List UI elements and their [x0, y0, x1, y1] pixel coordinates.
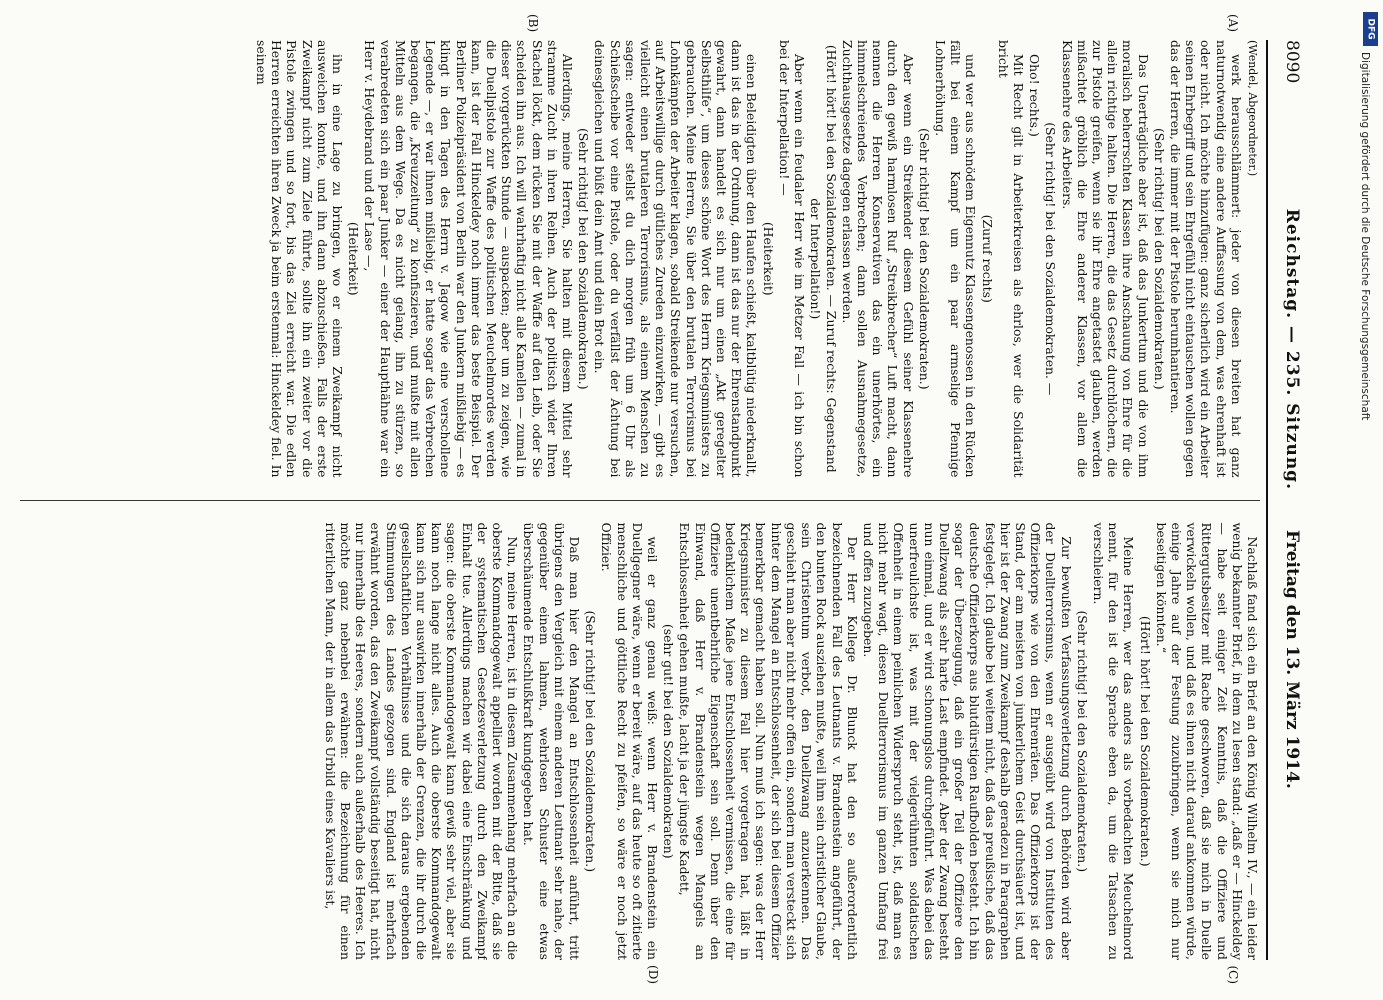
right-column	[20, 500, 1260, 961]
left-column	[20, 40, 1260, 500]
paragraph: Aber wenn ein feudaler Herr wie im Metzer Fall — ich bin schon bei der Interpellation! —	[776, 40, 808, 478]
text-columns	[20, 14, 1260, 984]
paragraph: Allerdings, meine Herren, Sie halten mit diesem Mittel sehr stramme Zucht in ihren Reihen. Auch der politisch wider Ihren Stachel löckt, dem rücken Sie mit der Waffe auf den Leib, oder Sie scheiden ihn aus. Ich will wahrhaftig nicht alle Kamellen — zumal in dieser vorgerückten Stunde — auspacken; aber um zu zeigen, wie die Duellpistole zur Waffe des politischen Meuchelmordes werden kann, ist der Fall Hinckeldey noch immer das beste Beispiel. Der Berliner Polizeipräsident von Berlin war den Junkern mißliebig — es klingt in den Tagen des Herrn v. Jagow wie eine verschollene Legende —, er war ihnen mißliebig, er hatte sogar das Verbrechen begangen, die „Kreuzzeitung“ zu konfiszieren, und mußte mit allen Mitteln aus dem Wege. Da es nicht gelang, ihn zu stürzen, so verabredeten sich ein paar Junker — einer der Haupthähne war ein Herr v. Heydebrand und der Lase —,	[362, 40, 576, 478]
paragraph: Daß man hier den Mangel an Entschlossenheit anführt, tritt übrigens den Vergleich mit einem anderen Leutnant sehr nahe, der gegenüber einem lahmen, wehrlosen Schuster eine etwas überschäumende Entschlußkraft kundgegeben hat.	[521, 522, 583, 960]
margin-marker-a: (A)	[1226, 14, 1240, 33]
margin-marker-c: (C)	[1226, 965, 1240, 984]
paragraph: ihn in eine Lage zu bringen, wo er einem Zweikampf nicht ausweichen konnte, und ihn dann abzuschießen. Falls der erste Zweikampf nicht zum Ziele führte, sollte ihn ein zweiter vor die Pistole zwingen und so fort, bis das Ziel erreicht war. Die edlen Herren erreichten ihren Zweck ja beim erstenmal: Hinckeldey fiel. In seinem	[254, 40, 346, 478]
page-number: 8090	[1282, 40, 1302, 84]
paragraph: (Heiterkeit)	[346, 221, 362, 296]
paragraph: Meine Herren, wer das anders als vorbedachten Meuchelmord nennt, für den ist die Sprache eben da, um die Tatsachen zu verschleiern.	[1090, 522, 1137, 960]
paragraph: Das Unerträgliche aber ist, daß das Junkertum und die von ihm moralisch beherrschten Klassen ihre Anschauung von Ehre für die allein richtige halten. Die Herren, die das Gesetz durchlöchern, die zur Pistole greifen, wenn sie ihr Ehre angetastet glauben, werden mißachtet gröblich die Ehre anderer Klassen, vor allem die Klassenehre des Arbeiters.	[1059, 40, 1151, 478]
paragraph: (Sehr richtig! bei den Sozialdemokraten.)	[1074, 610, 1090, 873]
paragraph: (Sehr richtig! bei den Sozialdemokraten. —	[1043, 122, 1059, 396]
paragraph: Nachlaß fand sich ein Brief an den König Wilhelm IV., — ein leider wenig bekannter Brief, in dem zu lesen stand: „daß er — Hinckeldey — habe seit einiger Zeit Kenntnis, daß die Offiziere und Rittergutsbesitzer mit Rache geschworen, daß sie mich in Duelle verwickeln wollen, und daß es ihnen nicht darauf ankommen würde, einige Jahre auf der Festung zuzubringen, wenn sie mich nur beseitigen könnten.“	[1153, 522, 1260, 960]
dfg-logo-text: DFG	[1365, 18, 1376, 40]
page-header	[1266, 40, 1302, 960]
paragraph: weil er ganz genau weiß: wenn Herr v. Brandenstein ein Duellgegner wäre, wenn er bereit wäre, auf das heute so oft zitierte menschliche und göttliche Recht zu pfeifen, so wäre er noch jetzt Offizier.	[599, 522, 661, 960]
paragraph: (Sehr richtig! bei den Sozialdemokraten.)	[1151, 127, 1167, 390]
paragraph: Zur bewußten Verfassungsverletzung durch Behörden wird aber der Duellterrorismus, wenn er ausgeübt wird von Instituten des Offizierkorps wie von den Ehrenräten. Das Offizierkorps ist der Stand, der am meisten von junkerlichem Geist durchsäuert ist, und hier ist der Zwang zum Zweikampf deshalb geradezu in Paragraphen festgelegt. Ich glaube bei weitem nicht, daß das preußische, daß das deutsche Offizierkorps aus blutdürstigen Raufbolden besteht. Ich bin sogar der Überzeugung, daß ein großer Teil der Offiziere den Duellzwang als sehr harte Last empfindet. Aber der Zwang besteht nun einmal, und er wird schonungslos durchgeführt. Was dabei das unerfreulichste ist, was mit der vielgerühmten soldatischen Offenheit in einem peinlichen Widerspruch steht, ist, daß man es nicht mehr wagt, diesen Duellterrorismus im ganzen Umfang frei und offen zuzugeben.	[860, 522, 1074, 960]
paragraph: einen Beleidigten über den Haufen schießt, kaltblütig niederknallt, dann ist das in der Ordnung, dann ist das nur der Ehrenstandpunkt gewahrt, dann handelt es sich nur um einen „Akt geregelter Selbsthilfe“, um dieses schöne Wort des Herrn Kriegsministers zu gebrauchen. Meine Herren, Sie über den brutalen Terrorismus bei Lohnkämpfen der Arbeiter klagen, sobald Streikende nur versuchen, auf Arbeitswillige durch gütliches Zureden einzuwirken, — gibt es vielleicht einen brutaleren Terrorismus, als einem Menschen zu sagen: entweder stellst du dich morgen früh um 6 Uhr als Schießscheibe vor eine Pistole, oder du verfällst der Ächtung bei deinesgleichen und büßt dein Amt und dein Brot ein.	[592, 40, 760, 478]
paragraph: (Heiterkeit)	[760, 221, 776, 296]
margin-marker-b: (B)	[526, 14, 540, 33]
paragraph: Nun, meine Herren, ist in diesem Zusammenhang mehrfach an die oberste Kommandogewalt appelliert worden mit der Bitte, daß sie der systematischen Gesetzesverletzung durch den Zweikampf Einhalt tue. Allerdings machen wir dabei eine Einschränkung und sagen: die oberste Kommandogewalt kann gewiß sehr viel, aber sie kann noch lange nicht alles. Auch die oberste Kommandogewalt kann sich nur auswirken innerhalb der Grenzen, die ihr durch die gesellschaftlichen Verhältnisse und die sich daraus ergebenden Stimmungen des Landes gezogen sind. England ist mehrfach erwähnt worden, das den Zweikampf vollständig beseitigt hat, nicht nur innerhalb des Heeres, sondern auch außerhalb des Heeres. Ich möchte ganz nebenbei erwähnen: die Bezeichnung für einen ritterlichen Mann, der in allem das Urbild eines Kavaliers ist,	[322, 522, 521, 960]
speaker-label: (Wendel, Abgeordneter.)	[1246, 40, 1259, 177]
margin-marker-d: (D)	[646, 965, 660, 984]
dfg-logo	[1363, 12, 1378, 46]
paragraph: (Sehr richtig! bei den Sozialdemokraten.)	[576, 127, 592, 390]
paragraph: (Hört! hört! bei den Sozialdemokraten. — Zuruf rechts: Gegenstand der Interpellation!)	[808, 44, 839, 473]
paragraph: und wer aus schnödem Eigennutz Klassengenossen in den Rücken fällt bei einem Kampf um ein paar armselige Pfennige Lohnerhöhung.	[932, 40, 979, 478]
paragraph: (Zuruf rechts)	[979, 214, 995, 303]
paragraph: (Sehr richtig! bei den Sozialdemokraten.)	[583, 610, 599, 873]
paragraph: Oho! rechts.)	[1027, 54, 1043, 137]
header-left	[1282, 40, 1302, 510]
paragraph: werk herausschlämmert: jeder von diesen breiten hat ganz naturnotwendig eine andere Auffassung von dem, was ehrenhaft ist oder nicht. Ich möchte hinzufügen: ganz sicherlich wird ein Arbeiter seinen Ehrbegriff und sein Ehrgefühl nicht eintauschen wollen gegen das der Herren, die immer mit der Pistole herumhantieren.	[1167, 40, 1244, 478]
paragraph: Aber wenn ein Streikender diesem Gefühl seiner Klassenehre durch den gewiß harmlosen Ruf „Streikbrecher“ Luft macht, dann nennen die Herren Konservativen das ein unerhörtes, ein himmelschreiendes Verbrechen; dann sollen Ausnahmegesetze, Zuchthausgesetze dagegen erlassen werden.	[839, 40, 916, 478]
digitization-credit: Digitalisierung gefördert durch die Deutsche Forschungsgemeinschaft	[1359, 52, 1371, 421]
paragraph: (Hört! hört! bei den Sozialdemokraten.)	[1137, 615, 1153, 867]
paragraph: Mit Recht gilt in Arbeiterkreisen als ehrlos, wer die Solidarität bricht	[995, 40, 1026, 478]
paragraph: Der Herr Kollege Dr. Blunck hat den so außerordentlich bezeichnenden Fall des Leutnants v. Brandenstein angeführt, der den bunten Rock ausziehen mußte, weil ihm sein christlicher Glaube, sein Christentum verbot, den Duellzwang anzuerkennen. Das geschieht man aber nicht mehr offen ein, sondern man versteckt sich hinter dem Mangel an Entschlossenheit, der sich bei diesem Offizier bemerkbar gemacht haben soll. Nun muß ich sagen: was der Herr Kriegsminister zu diesem Fall hier vorgetragen hat, läßt in bedenklichem Maße jene Entschlossenheit vermissen, die eine für Offiziere unentbehrliche Eigenschaft sein soll. Denn über den Einwand, daß Herr v. Brandenstein wegen Mangels an Entschlossenheit gehen mußte, lacht ja der jüngste Kadett,	[677, 522, 860, 960]
header-left-title: Reichstag. — 235. Sitzung.	[1282, 208, 1302, 490]
paragraph: (Sehr richtig! bei den Sozialdemokraten.)	[916, 127, 932, 390]
header-right-title: Freitag den 13. März 1914.	[1282, 530, 1302, 789]
paragraph: (sehr gut! bei den Sozialdemokraten)	[661, 623, 677, 859]
